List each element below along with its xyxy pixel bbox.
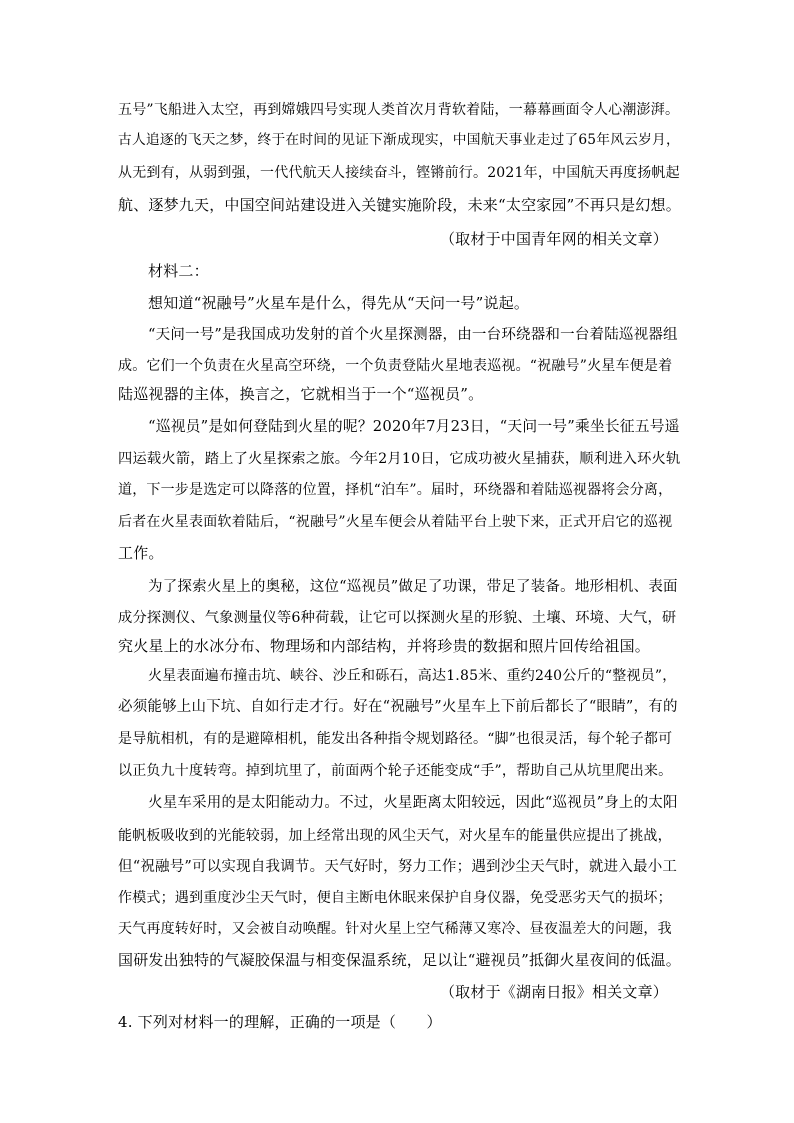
paragraph-line: 天气再度转好时，又会被自动唤醒。针对火星上空气稀薄又寒冷、昼夜温差大的问题，我 <box>118 921 672 937</box>
paragraph-line: 究火星上的水冰分布、物理场和内部结构，并将珍贵的数据和照片回传给祖国。 <box>118 637 651 655</box>
paragraph-line: 作模式；遇到重度沙尘天气时，便自主断电休眠来保护自身仪器，免受恶劣天气的损坏； <box>118 890 672 906</box>
source-citation: （取材于《湖南日报》相关文章） <box>439 983 668 1001</box>
paragraph-line: 国研发出独特的气凝胶保温与相变保温系统，足以让“避视员”抵御火星夜间的低温。 <box>118 951 681 969</box>
paragraph-line: 是导航相机，有的是避障相机，能发出各种指令规划路径。“脚”也很灵活，每个轮子都可 <box>118 731 673 747</box>
paragraph-line: 成分探测仪、气象测量仪等6种荷载，让它可以探测火星的形貌、土壤、环境、大气，研 <box>118 610 677 626</box>
paragraph-line: 四运载火箭，踏上了火星探索之旅。今年2月10日，它成功被火星捕获，顺利进入环火轨 <box>118 451 681 467</box>
paragraph-line: 陆巡视器的主体，换言之，它就相当于一个“巡视员”。 <box>118 385 484 403</box>
paragraph-line: “巡视员”是如何登陆到火星的呢？2020年7月23日，“天问一号”乘坐长征五号遥 <box>148 418 680 435</box>
paragraph-line: 想知道“祝融号”火星车是什么，得先从“天问一号”说起。 <box>148 294 530 312</box>
paragraph-line: 工作。 <box>118 544 164 562</box>
section-heading: 材料二： <box>148 262 209 280</box>
paragraph-line: 火星表面遍布撞击坑、峡谷、沙丘和砾石，高达1.85米、重约240公斤的“整视员”， <box>148 668 677 684</box>
paragraph-line: 成。它们一个负责在火星高空环绕，一个负责登陆火星地表巡视。“祝融号”火星车便是着 <box>118 358 673 374</box>
paragraph-line: 五号”飞船进入太空，再到嫦娥四号实现人类首次月背软着陆，一幕幕画面令人心潮澎湃。 <box>118 102 680 118</box>
source-citation: （取材于中国青年网的相关文章） <box>439 230 668 248</box>
paragraph-line: 以正负九十度转弯。掉到坑里了，前面两个轮子还能变成“手”，帮助自己从坑里爬出来。 <box>118 763 673 779</box>
paragraph-line: 后者在火星表面软着陆后，“祝融号”火星车便会从着陆平台上驶下来，正式开启它的巡视 <box>118 514 673 530</box>
paragraph-line: 必须能够上山下坑、自如行走才行。好在“祝融号”火星车上下前后都长了“眼睛”，有的 <box>118 699 678 715</box>
paragraph-line: 但“祝融号”可以实现自我调节。天气好时，努力工作；遇到沙尘天气时，就进入最小工 <box>118 859 678 875</box>
question-text: 4. 下列对材料一的理解，正确的一项是（ ） <box>118 1013 442 1031</box>
paragraph-line: 从无到有，从弱到强，一代代航天人接续奋斗，铿锵前行。2021年，中国航天再度扬帆起 <box>118 165 680 181</box>
paragraph-line: 古人追逐的飞天之梦，终于在时间的见证下渐成现实，中国航天事业走过了65年风云岁月， <box>118 132 680 148</box>
paragraph-line: 道，下一步是选定可以降落的位置，择机“泊车”。届时，环绕器和着陆巡视器将会分离， <box>118 482 673 498</box>
paragraph-line: “天问一号”是我国成功发射的首个火星探测器，由一台环绕器和一台着陆巡视器组 <box>148 327 678 343</box>
paragraph-line: 航、逐梦九天，中国空间站建设进入关键实施阶段，未来“太空家园”不再只是幻想。 <box>118 196 681 214</box>
paragraph-line: 火星车采用的是太阳能动力。不过，火星距离太阳较远，因此“巡视员”身上的太阳 <box>148 795 678 811</box>
paragraph-line: 为了探索火星上的奥秘，这位“巡视员”做足了功课，带足了装备。地形相机、表面 <box>148 579 678 595</box>
paragraph-line: 能帆板吸收到的光能较弱，加上经常出现的风尘天气，对火星车的能量供应提出了挑战， <box>118 828 672 844</box>
